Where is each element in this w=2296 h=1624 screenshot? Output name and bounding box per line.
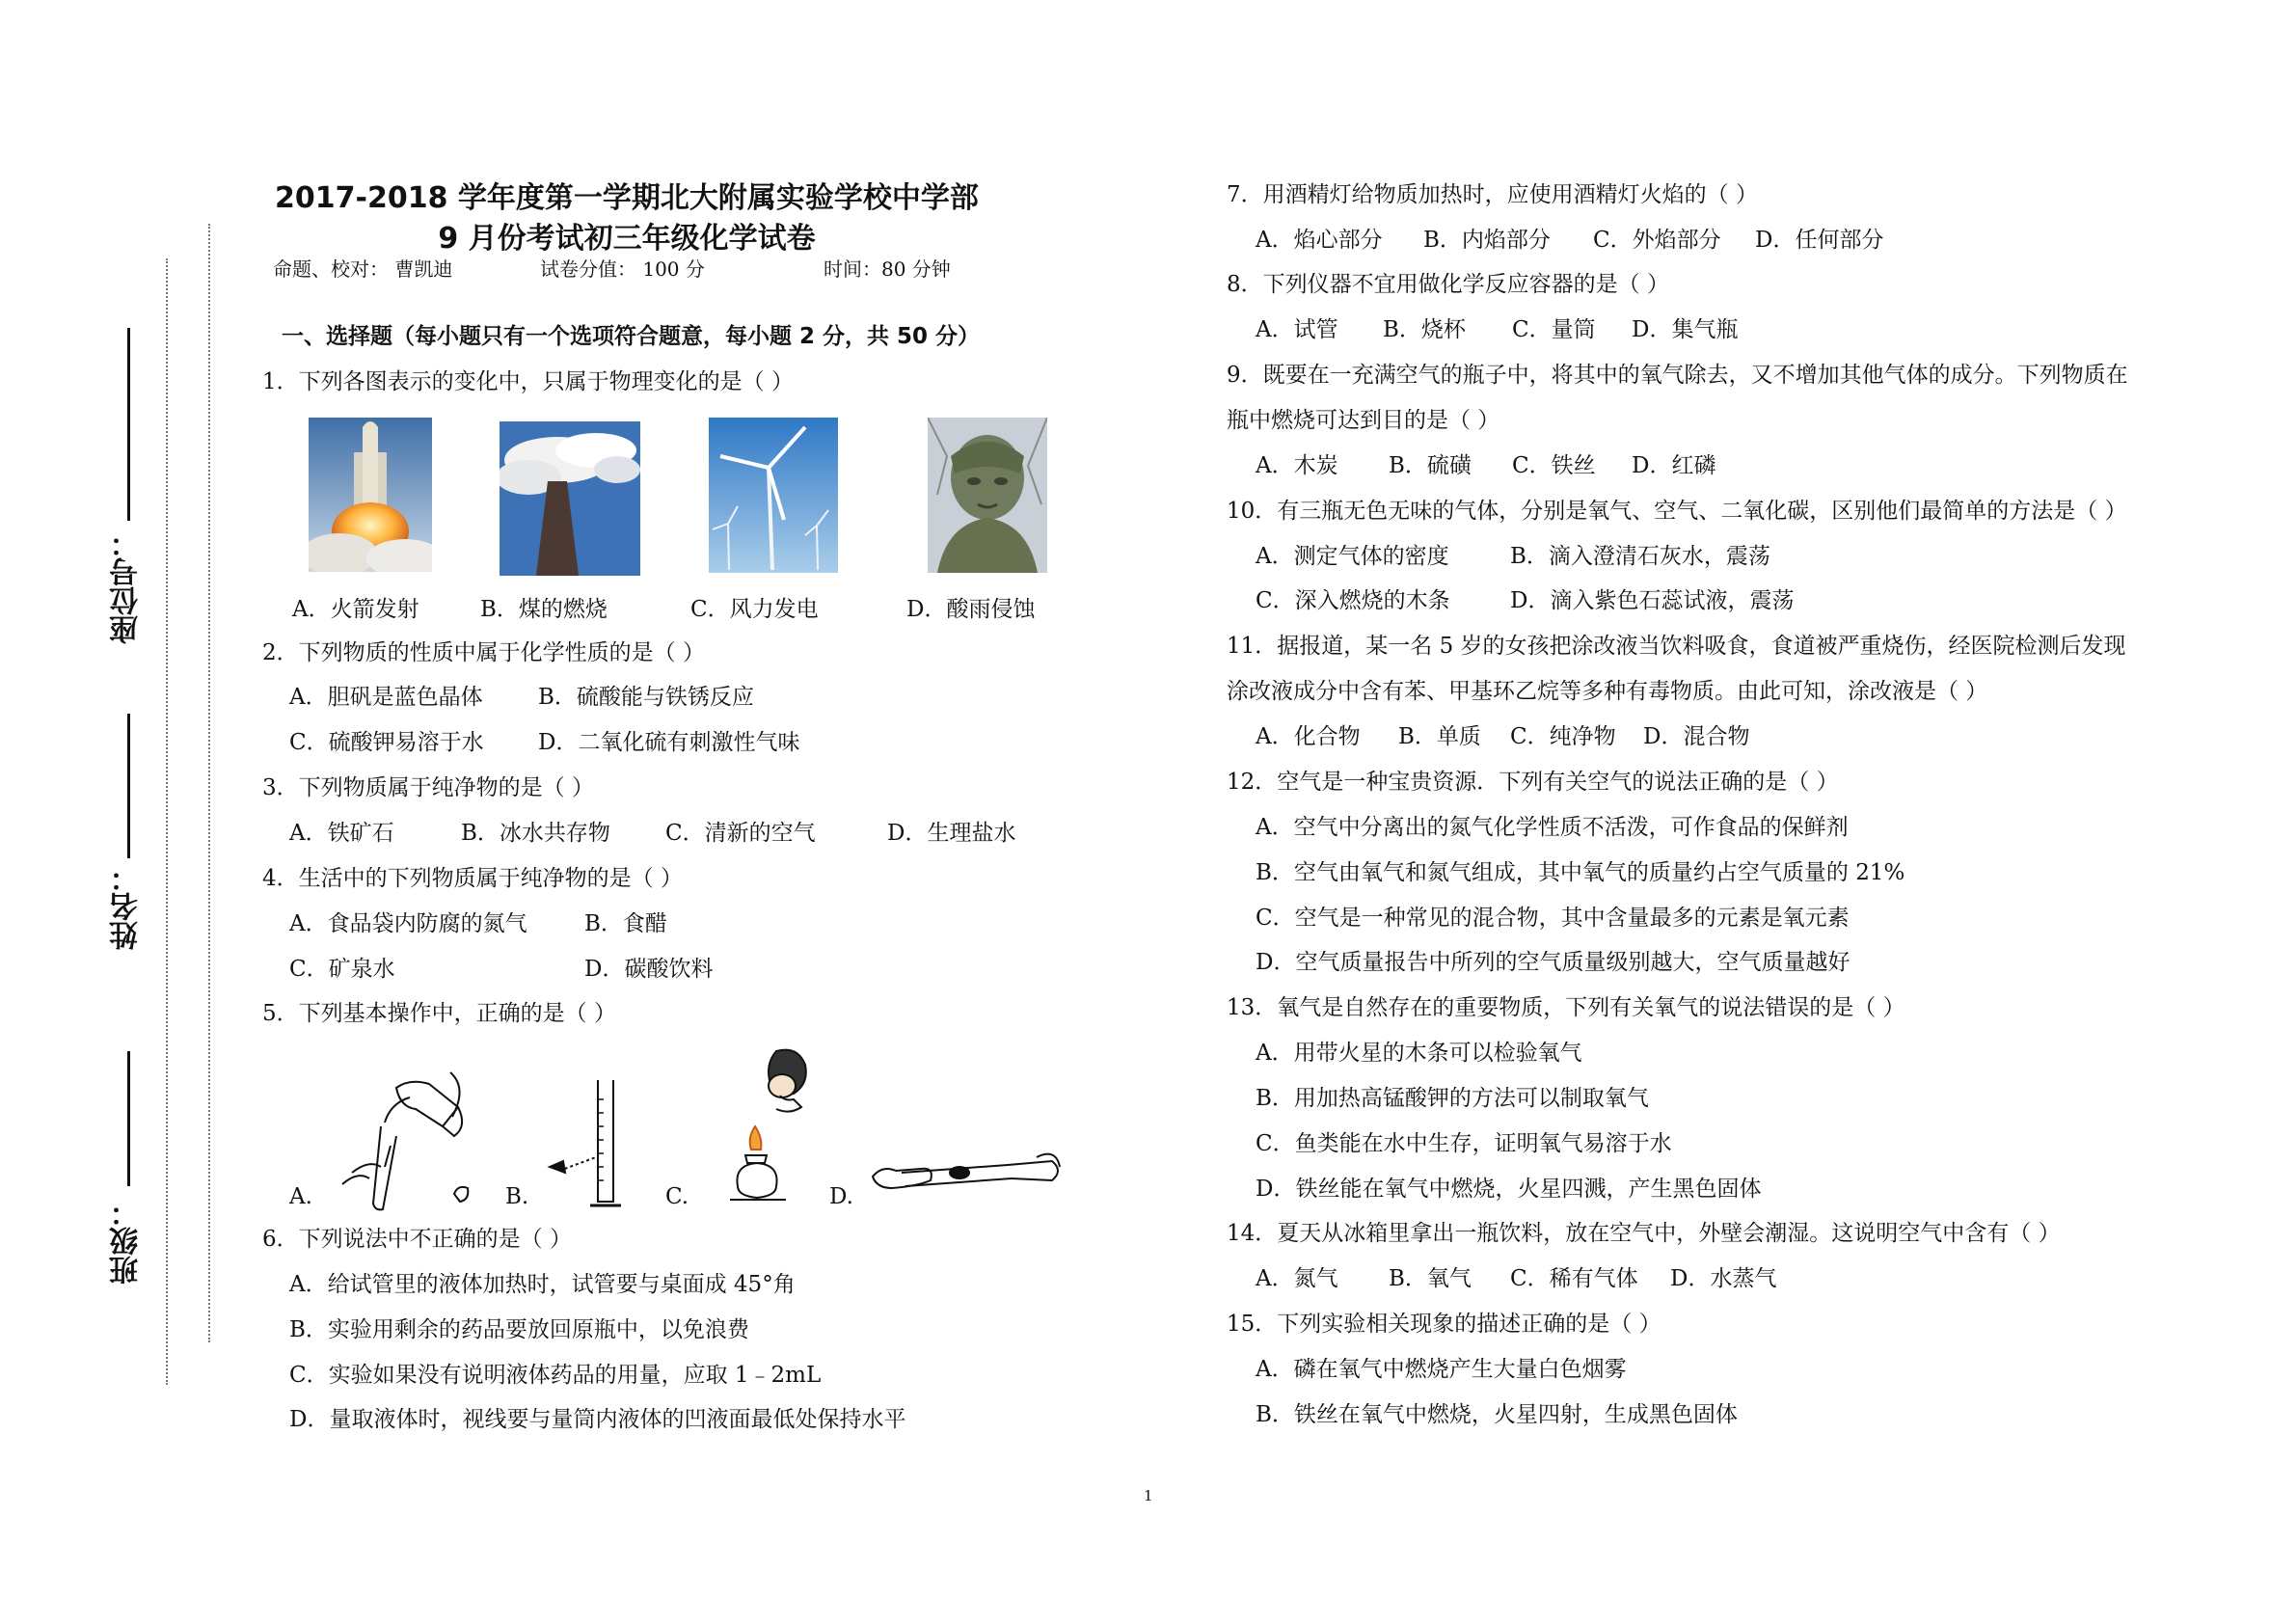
q5-option-b[interactable]: B.	[505, 1184, 529, 1209]
q12-option-c[interactable]: C．空气是一种常见的混合物，其中含量最多的元素是氧元素	[1256, 906, 1850, 931]
name-label: 姓名：	[110, 863, 144, 950]
test-tube-heating-diagram	[863, 1148, 1066, 1215]
q4-option-d[interactable]: D．碳酸饮料	[584, 957, 714, 982]
q12-option-d[interactable]: D．空气质量报告中所列的空气质量级别越大，空气质量越好	[1256, 950, 1850, 975]
exam-title-line2: 9 月份考试初三年级化学试卷	[438, 222, 816, 256]
q13-option-d[interactable]: D．铁丝能在氧气中燃烧，火星四溅，产生黑色固体	[1256, 1177, 1762, 1202]
q8-option-a[interactable]: A．试管	[1256, 317, 1338, 342]
binding-line-inner	[208, 224, 210, 1342]
exam-title-line1: 2017-2018 学年度第一学期北大附属实验学校中学部	[275, 181, 979, 215]
q1-option-b[interactable]: B．煤的燃烧	[480, 597, 608, 622]
class-field-rule	[127, 1051, 130, 1186]
q11-option-c[interactable]: C．纯净物	[1510, 724, 1616, 749]
q8-stem: 8．下列仪器不宜用做化学反应容器的是（ ）	[1227, 272, 1669, 297]
q6-option-a[interactable]: A．给试管里的液体加热时，试管要与桌面成 45°角	[289, 1272, 796, 1297]
class-label: 班级：	[110, 1198, 144, 1285]
q9-option-c[interactable]: C．铁丝	[1512, 453, 1596, 478]
q1-option-d[interactable]: D．酸雨侵蚀	[906, 597, 1036, 622]
q15-stem: 15．下列实验相关现象的描述正确的是（ ）	[1227, 1312, 1661, 1337]
exam-author: 命题、校对： 曹凯迪	[273, 257, 453, 281]
graduated-cylinder-diagram	[540, 1070, 656, 1215]
q4-stem: 4．生活中的下列物质属于纯净物的是（ ）	[262, 866, 683, 891]
q5-option-c[interactable]: C.	[665, 1184, 689, 1209]
q15-option-b[interactable]: B．铁丝在氧气中燃烧，火星四射，生成黑色固体	[1256, 1402, 1738, 1427]
q1-option-c[interactable]: C．风力发电	[690, 597, 819, 622]
q9-option-d[interactable]: D．红磷	[1632, 453, 1716, 478]
q7-stem: 7．用酒精灯给物质加热时，应使用酒精灯火焰的（ ）	[1227, 182, 1758, 207]
q2-stem: 2．下列物质的性质中属于化学性质的是（ ）	[262, 640, 705, 665]
q13-option-a[interactable]: A．用带火星的木条可以检验氧气	[1256, 1041, 1582, 1066]
section-heading: 一、选择题（每小题只有一个选项符合题意，每小题 2 分，共 50 分）	[282, 324, 981, 349]
q6-option-d[interactable]: D．量取液体时，视线要与量筒内液体的凹液面最低处保持水平	[289, 1407, 906, 1432]
q3-stem: 3．下列物质属于纯净物的是（ ）	[262, 775, 594, 800]
q11-stem-line2: 涂改液成分中含有苯、甲基环乙烷等多种有毒物质。由此可知，涂改液是（ ）	[1227, 679, 1988, 704]
binding-line-outer	[166, 258, 168, 1385]
q13-option-c[interactable]: C．鱼类能在水中生存，证明氧气易溶于水	[1256, 1131, 1672, 1156]
q1-stem: 1．下列各图表示的变化中，只属于物理变化的是（ ）	[262, 369, 794, 394]
q10-option-a[interactable]: A．测定气体的密度	[1256, 544, 1449, 569]
q11-option-d[interactable]: D．混合物	[1643, 724, 1750, 749]
q5-option-d[interactable]: D.	[829, 1184, 853, 1209]
q3-option-d[interactable]: D．生理盐水	[887, 821, 1016, 846]
q13-stem: 13．氧气是自然存在的重要物质，下列有关氧气的说法错误的是（ ）	[1227, 995, 1905, 1020]
q4-option-b[interactable]: B．食醋	[584, 911, 667, 936]
q10-option-b[interactable]: B．滴入澄清石灰水，震荡	[1510, 544, 1770, 569]
alcohol-lamp-sniff-diagram	[709, 1042, 834, 1215]
q2-option-a[interactable]: A．胆矾是蓝色晶体	[289, 685, 483, 710]
q7-option-a[interactable]: A．焰心部分	[1256, 228, 1383, 253]
q2-option-d[interactable]: D．二氧化硫有刺激性气味	[538, 730, 800, 755]
q13-option-b[interactable]: B．用加热高锰酸钾的方法可以制取氧气	[1256, 1086, 1649, 1111]
q14-option-a[interactable]: A．氮气	[1256, 1266, 1338, 1291]
q2-option-b[interactable]: B．硫酸能与铁锈反应	[538, 685, 754, 710]
q11-option-b[interactable]: B．单质	[1398, 724, 1481, 749]
q11-stem-line1: 11．据报道，某一名 5 岁的女孩把涂改液当饮料吸食，食道被严重烧伤，经医院检测后发现	[1227, 634, 2126, 659]
exam-score: 试卷分值： 100 分	[540, 257, 705, 281]
wind-turbines-image	[709, 418, 838, 573]
q8-option-c[interactable]: C．量筒	[1512, 317, 1596, 342]
name-field-rule	[127, 714, 130, 858]
q5-stem: 5．下列基本操作中，正确的是（ ）	[262, 1001, 616, 1026]
q14-option-d[interactable]: D．水蒸气	[1670, 1266, 1777, 1291]
q7-option-b[interactable]: B．内焰部分	[1423, 228, 1551, 253]
q9-option-b[interactable]: B．硫磺	[1389, 453, 1472, 478]
q10-option-d[interactable]: D．滴入紫色石蕊试液，震荡	[1510, 588, 1795, 613]
q12-option-b[interactable]: B．空气由氧气和氮气组成，其中氧气的质量约占空气质量的 21%	[1256, 860, 1905, 885]
q12-stem: 12．空气是一种宝贵资源．下列有关空气的说法正确的是（ ）	[1227, 770, 1839, 795]
page-number: 1	[1144, 1487, 1153, 1504]
q8-option-d[interactable]: D．集气瓶	[1632, 317, 1739, 342]
q7-option-c[interactable]: C．外焰部分	[1593, 228, 1721, 253]
q15-option-a[interactable]: A．磷在氧气中燃烧产生大量白色烟雾	[1256, 1357, 1627, 1382]
rocket-launch-image	[309, 418, 432, 572]
acid-rain-statue-image	[928, 418, 1047, 573]
q1-option-a[interactable]: A．火箭发射	[292, 597, 419, 622]
q14-option-b[interactable]: B．氧气	[1389, 1266, 1472, 1291]
q14-option-c[interactable]: C．稀有气体	[1510, 1266, 1638, 1291]
seat-field-rule	[127, 328, 130, 521]
seat-label: 座位号：	[110, 528, 144, 644]
q9-stem-line2: 瓶中燃烧可达到目的是（ ）	[1227, 408, 1500, 433]
q7-option-d[interactable]: D．任何部分	[1755, 228, 1884, 253]
q12-option-a[interactable]: A．空气中分离出的氮气化学性质不活泼，可作食品的保鲜剂	[1256, 815, 1849, 840]
exam-time: 时间：80 分钟	[824, 257, 951, 281]
q9-stem-line1: 9．既要在一充满空气的瓶子中，将其中的氧气除去，又不增加其他气体的成分。下列物质在	[1227, 363, 2128, 388]
q10-option-c[interactable]: C．深入燃烧的木条	[1256, 588, 1450, 613]
coal-burning-chimney-image	[500, 421, 640, 576]
q8-option-b[interactable]: B．烧杯	[1383, 317, 1466, 342]
q3-option-a[interactable]: A．铁矿石	[289, 821, 394, 846]
q11-option-a[interactable]: A．化合物	[1256, 724, 1361, 749]
q6-option-c[interactable]: C．实验如果没有说明液体药品的用量，应取 1﹣2mL	[289, 1363, 822, 1388]
q3-option-c[interactable]: C．清新的空气	[665, 821, 816, 846]
q2-option-c[interactable]: C．硫酸钾易溶于水	[289, 730, 484, 755]
q6-stem: 6．下列说法中不正确的是（ ）	[262, 1227, 572, 1252]
q14-stem: 14．夏天从冰箱里拿出一瓶饮料，放在空气中，外壁会潮湿。这说明空气中含有（ ）	[1227, 1221, 2061, 1246]
q9-option-a[interactable]: A．木炭	[1256, 453, 1338, 478]
q3-option-b[interactable]: B．冰水共存物	[461, 821, 610, 846]
q10-stem: 10．有三瓶无色无味的气体，分别是氧气、空气、二氧化碳，区别他们最简单的方法是（ ）	[1227, 499, 2127, 524]
q5-option-a[interactable]: A.	[289, 1184, 312, 1209]
q6-option-b[interactable]: B．实验用剩余的药品要放回原瓶中，以免浪费	[289, 1317, 749, 1342]
pouring-liquid-diagram	[323, 1059, 477, 1213]
q4-option-c[interactable]: C．矿泉水	[289, 957, 395, 982]
q4-option-a[interactable]: A．食品袋内防腐的氮气	[289, 911, 527, 936]
